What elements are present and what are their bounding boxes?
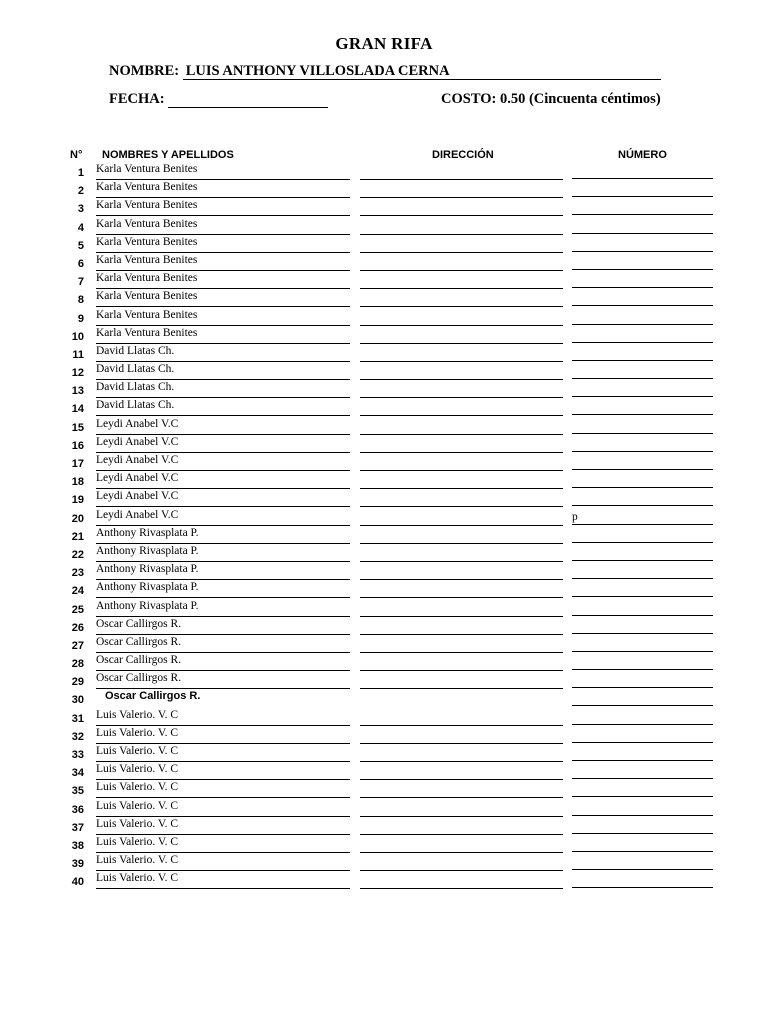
table-row — [0, 398, 768, 416]
row-ticket-number — [572, 635, 713, 652]
row-address-line — [360, 580, 563, 598]
table-row — [0, 762, 768, 780]
row-name: Luis Valerio. V. C — [96, 780, 350, 798]
row-address-line — [360, 453, 563, 471]
row-name: Karla Ventura Benites — [96, 162, 350, 180]
row-number: 6 — [77, 257, 84, 270]
row-name: Karla Ventura Benites — [96, 326, 350, 344]
row-name: Leydi Anabel V.C — [96, 453, 350, 471]
row-ticket-number — [572, 835, 713, 852]
table-row — [0, 471, 768, 489]
row-ticket-number — [572, 799, 713, 816]
row-number: 35 — [71, 785, 84, 798]
row-ticket-number — [572, 217, 713, 234]
table-row — [0, 180, 768, 198]
row-ticket-number — [572, 253, 713, 270]
row-address-line — [360, 380, 563, 398]
row-number: 1 — [77, 167, 84, 179]
row-number: 29 — [71, 676, 84, 689]
row-name: Karla Ventura Benites — [96, 271, 350, 289]
table-row — [0, 835, 768, 853]
row-address-line — [360, 544, 563, 562]
row-ticket-number — [572, 671, 713, 688]
row-number: 40 — [71, 876, 84, 889]
table-row — [0, 326, 768, 344]
nombre-value: LUIS ANTHONY VILLOSLADA CERNA — [183, 64, 661, 80]
row-ticket-number — [572, 599, 713, 616]
row-address-line — [360, 689, 563, 706]
row-name: Leydi Anabel V.C — [96, 417, 350, 435]
row-name: Leydi Anabel V.C — [96, 508, 350, 526]
row-number: 17 — [71, 458, 84, 470]
table-row — [0, 380, 768, 398]
row-address-line — [360, 162, 563, 180]
row-ticket-number — [572, 489, 713, 506]
row-ticket-number — [572, 817, 713, 834]
row-number: 2 — [77, 185, 84, 198]
row-number: 10 — [71, 330, 84, 343]
row-ticket-number — [572, 744, 713, 761]
row-ticket-number — [572, 580, 713, 597]
row-name: Luis Valerio. V. C — [96, 762, 350, 780]
header-ticket-number: NÚMERO — [618, 149, 667, 161]
row-number: 5 — [77, 239, 84, 252]
table-row — [0, 198, 768, 216]
raffle-list — [0, 162, 768, 890]
row-address-line — [360, 853, 563, 871]
table-row — [0, 526, 768, 544]
row-ticket-number — [572, 617, 713, 634]
row-name: Luis Valerio. V. C — [96, 835, 350, 853]
row-address-line — [360, 289, 563, 307]
row-address-line — [360, 180, 563, 198]
row-name: Leydi Anabel V.C — [96, 489, 350, 507]
table-row — [0, 289, 768, 307]
row-address-line — [360, 562, 563, 580]
row-ticket-number — [572, 344, 713, 361]
row-ticket-number — [572, 526, 713, 543]
row-number: 26 — [71, 621, 84, 634]
row-name: David Llatas Ch. — [96, 398, 350, 416]
row-number: 24 — [71, 585, 84, 598]
row-ticket-number — [572, 235, 713, 252]
row-name: Luis Valerio. V. C — [96, 708, 350, 726]
table-row — [0, 362, 768, 380]
row-ticket-number — [572, 471, 713, 488]
table-row — [0, 635, 768, 653]
table-row — [0, 508, 768, 526]
table-row — [0, 599, 768, 617]
row-address-line — [360, 653, 563, 671]
table-row — [0, 726, 768, 744]
row-address-line — [360, 217, 563, 235]
row-number: 28 — [71, 658, 84, 671]
table-row — [0, 653, 768, 671]
row-name: Karla Ventura Benites — [96, 308, 350, 326]
row-name: Oscar Callirgos R. — [96, 617, 350, 635]
row-name: Oscar Callirgos R. — [96, 635, 350, 653]
row-number: 21 — [71, 530, 84, 543]
row-number: 3 — [77, 203, 84, 216]
row-number: 32 — [71, 730, 84, 743]
row-address-line — [360, 780, 563, 798]
table-row — [0, 708, 768, 726]
row-number: 38 — [71, 839, 84, 852]
header-number-sign: N° — [70, 149, 83, 161]
fecha-blank — [168, 93, 328, 108]
row-number: 31 — [71, 712, 84, 725]
row-number: 39 — [71, 858, 84, 871]
table-row — [0, 871, 768, 889]
row-number: 7 — [77, 276, 84, 289]
table-row — [0, 689, 768, 707]
row-name: Luis Valerio. V. C — [96, 817, 350, 835]
row-number: 19 — [71, 494, 84, 507]
row-name: Leydi Anabel V.C — [96, 435, 350, 453]
row-ticket-number — [572, 689, 713, 706]
row-address-line — [360, 362, 563, 380]
row-ticket-number — [572, 380, 713, 397]
table-row — [0, 799, 768, 817]
table-row — [0, 308, 768, 326]
row-address-line — [360, 417, 563, 435]
row-number: 37 — [71, 821, 84, 834]
header-address: DIRECCIÓN — [432, 149, 494, 161]
row-number: 4 — [77, 221, 84, 234]
table-row — [0, 489, 768, 507]
table-row — [0, 344, 768, 362]
row-ticket-number — [572, 562, 713, 579]
row-number: 16 — [71, 439, 84, 452]
row-address-line — [360, 744, 563, 762]
table-row — [0, 853, 768, 871]
row-address-line — [360, 617, 563, 635]
row-ticket-number — [572, 653, 713, 670]
row-address-line — [360, 817, 563, 835]
row-number: 8 — [77, 294, 84, 307]
row-ticket-number — [572, 271, 713, 288]
row-address-line — [360, 471, 563, 489]
row-address-line — [360, 435, 563, 453]
row-name: Luis Valerio. V. C — [96, 799, 350, 817]
row-ticket-number — [572, 853, 713, 870]
row-ticket-number — [572, 198, 713, 215]
row-address-line — [360, 799, 563, 817]
table-row — [0, 271, 768, 289]
row-address-line — [360, 762, 563, 780]
table-row — [0, 544, 768, 562]
fecha-label: FECHA: — [109, 91, 165, 107]
row-name: Leydi Anabel V.C — [96, 471, 350, 489]
row-number: 27 — [71, 639, 84, 652]
row-ticket-number — [572, 326, 713, 343]
row-ticket-number — [572, 308, 713, 325]
row-name: Karla Ventura Benites — [96, 235, 350, 253]
row-name: Luis Valerio. V. C — [96, 744, 350, 762]
row-address-line — [360, 235, 563, 253]
row-address-line — [360, 489, 563, 507]
row-address-line — [360, 271, 563, 289]
row-ticket-number — [572, 544, 713, 561]
costo-text: COSTO: 0.50 (Cincuenta céntimos) — [441, 91, 661, 107]
row-ticket-number: p — [572, 508, 713, 525]
row-address-line — [360, 726, 563, 744]
header-names: NOMBRES Y APELLIDOS — [102, 149, 234, 161]
table-row — [0, 744, 768, 762]
row-address-line — [360, 526, 563, 544]
row-number: 23 — [71, 567, 84, 580]
row-name: Oscar Callirgos R. — [96, 671, 350, 689]
row-address-line — [360, 326, 563, 344]
row-number: 20 — [71, 512, 84, 525]
row-ticket-number — [572, 398, 713, 415]
row-name: Anthony Rivasplata P. — [96, 599, 350, 617]
table-row — [0, 617, 768, 635]
table-row — [0, 580, 768, 598]
table-row — [0, 780, 768, 798]
row-address-line — [360, 344, 563, 362]
row-ticket-number — [572, 289, 713, 306]
row-address-line — [360, 398, 563, 416]
row-name: David Llatas Ch. — [96, 362, 350, 380]
fecha-line — [109, 91, 328, 108]
row-number: 22 — [71, 548, 84, 561]
row-name: Karla Ventura Benites — [96, 253, 350, 271]
row-address-line — [360, 599, 563, 617]
row-name: Karla Ventura Benites — [96, 180, 350, 198]
nombre-line — [109, 63, 661, 80]
row-ticket-number — [572, 362, 713, 379]
row-number: 13 — [71, 385, 84, 398]
row-name: Anthony Rivasplata P. — [96, 562, 350, 580]
row-address-line — [360, 308, 563, 326]
row-number: 9 — [77, 312, 84, 325]
row-name: David Llatas Ch. — [96, 380, 350, 398]
row-ticket-number — [572, 708, 713, 725]
table-row — [0, 817, 768, 835]
row-number: 36 — [71, 803, 84, 816]
row-address-line — [360, 508, 563, 526]
row-name: Karla Ventura Benites — [96, 289, 350, 307]
table-row — [0, 671, 768, 689]
row-address-line — [360, 708, 563, 726]
row-number: 15 — [71, 421, 84, 434]
row-number: 30 — [71, 694, 84, 707]
table-row — [0, 417, 768, 435]
row-address-line — [360, 871, 563, 889]
row-name: Karla Ventura Benites — [96, 217, 350, 235]
row-number: 12 — [71, 367, 84, 380]
table-row — [0, 235, 768, 253]
table-row — [0, 562, 768, 580]
row-ticket-number — [572, 453, 713, 470]
table-row — [0, 162, 768, 180]
row-address-line — [360, 253, 563, 271]
row-ticket-number — [572, 762, 713, 779]
table-row — [0, 453, 768, 471]
row-address-line — [360, 198, 563, 216]
row-name: Karla Ventura Benites — [96, 198, 350, 216]
row-name: Oscar Callirgos R. — [96, 653, 350, 671]
table-row — [0, 253, 768, 271]
row-number: 18 — [71, 476, 84, 489]
row-ticket-number — [572, 435, 713, 452]
row-number: 34 — [71, 767, 84, 780]
row-ticket-number — [572, 726, 713, 743]
table-row — [0, 217, 768, 235]
row-number: 14 — [71, 403, 84, 416]
row-number: 33 — [71, 749, 84, 761]
row-name: Luis Valerio. V. C — [96, 871, 350, 889]
row-name: Anthony Rivasplata P. — [96, 544, 350, 562]
table-row — [0, 435, 768, 453]
row-ticket-number — [572, 780, 713, 797]
row-name: Luis Valerio. V. C — [96, 726, 350, 744]
row-number: 25 — [71, 603, 84, 616]
row-address-line — [360, 835, 563, 853]
row-ticket-number — [572, 417, 713, 434]
row-ticket-number — [572, 871, 713, 888]
row-name: Anthony Rivasplata P. — [96, 526, 350, 544]
document-title: GRAN RIFA — [335, 34, 433, 53]
row-number: 11 — [72, 348, 84, 361]
row-name: Luis Valerio. V. C — [96, 853, 350, 871]
row-ticket-number — [572, 162, 713, 179]
row-address-line — [360, 671, 563, 689]
row-name: David Llatas Ch. — [96, 344, 350, 362]
row-name: Oscar Callirgos R. — [105, 690, 201, 703]
nombre-label: NOMBRE: — [109, 63, 180, 79]
row-ticket-number — [572, 180, 713, 197]
row-address-line — [360, 635, 563, 653]
row-name: Anthony Rivasplata P. — [96, 580, 350, 598]
